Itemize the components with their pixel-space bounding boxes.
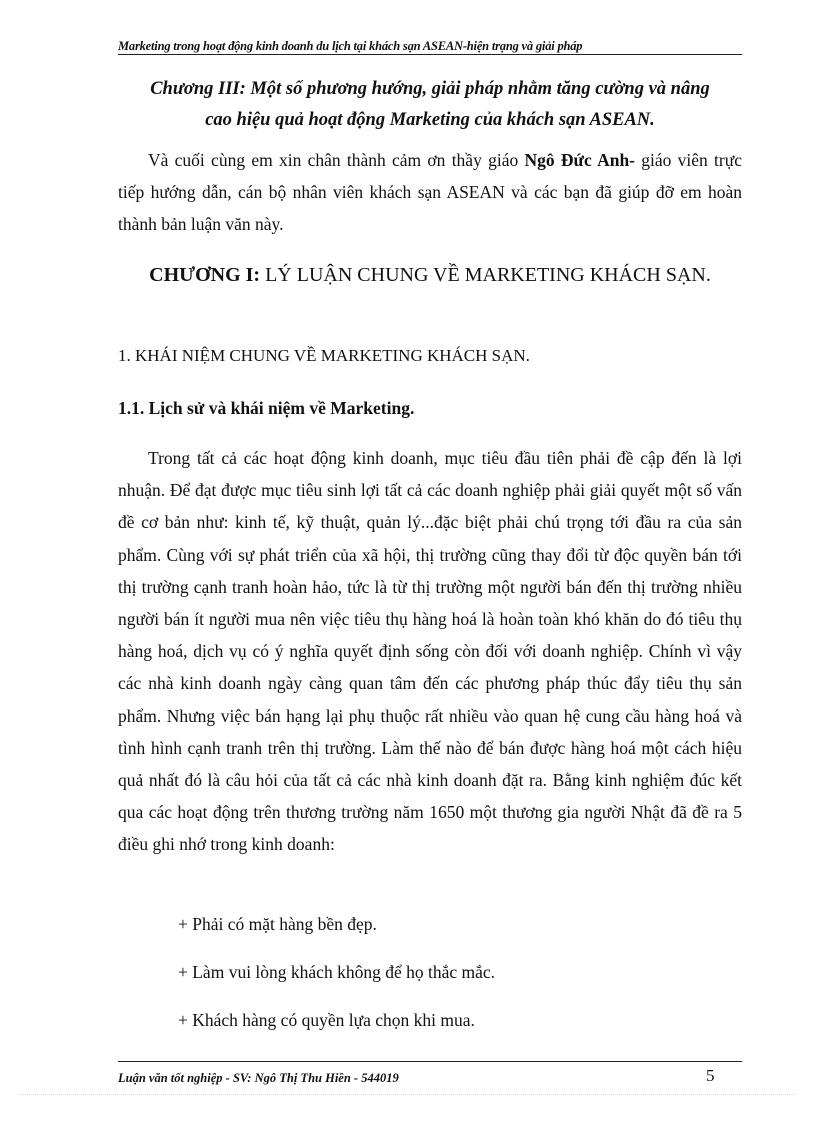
chapter-one-heading: [118, 256, 742, 294]
footer-rule: [118, 1061, 742, 1062]
list-item: + Khách hàng có quyền lựa chọn khi mua.: [178, 1010, 475, 1030]
acknowledgement-paragraph: [118, 144, 742, 240]
list-item: + Làm vui lòng khách không để họ thắc mắc.: [178, 962, 496, 982]
footer-text: Luận văn tốt nghiệp - SV: Ngô Thị Thu Hiền - 544019: [118, 1071, 399, 1085]
acknowledgement-before: Và cuối cùng em xin chân thành cảm ơn thầy giáo: [148, 150, 525, 170]
section-1-1-heading: 1.1. Lịch sử và khái niệm về Marketing.: [118, 398, 415, 418]
chapter-one-title: LÝ LUẬN CHUNG VỀ MARKETING KHÁCH SẠN.: [260, 264, 711, 286]
chapter-three-line-2: cao hiệu quả hoạt động Marketing của khách sạn ASEAN.: [205, 110, 655, 130]
main-paragraph-text: Trong tất cả các hoạt động kinh doanh, mục tiêu đầu tiên phải đề cập đến là lợi nhuận. Để đạt được mục tiêu sinh lợi tất cả các doanh nghiệp phải giải quyết một số vấn đề cơ bản như: kinh tế, kỹ thuật, quản lý...đặc biệt phải chú trọng tới đầu ra của sản phẩm. Cùng với sự phát triển của xã hội, thị trường cũng thay đổi từ độc quyền bán tới thị trường cạnh tranh hoàn hảo, tức là từ thị trường một người bán đến thị trường nhiều người bán ít người mua nên việc tiêu thụ hàng hoá là hoàn toàn khó khăn do đó tiêu thụ hàng hoá, dịch vụ có ý nghĩa quyết định sống còn đối với doanh nghiệp. Chính vì vậy các nhà kinh doanh ngày càng quan tâm đến các phương pháp thúc đẩy tiêu thụ sản phẩm. Nhưng việc bán hạng lại phụ thuộc rất nhiều vào quan hệ cung cầu hàng hoá và tình hình cạnh tranh trên thị trường. Làm thế nào để bán được hàng hoá một cách hiệu quả nhất đó là câu hỏi của tất cả các nhà kinh doanh đặt ra. Bằng kinh nghiệm đúc kết qua các hoạt động trên thương trường năm 1650 một thương gia người Nhật đã đề ra 5 điều ghi nhớ trong kinh doanh:: [118, 448, 742, 855]
acknowledgement-after: giáo viên trực tiếp hướng dẫn, cán bộ nhân viên khách sạn ASEAN và các bạn đã giúp đỡ em hoàn thành bản luận văn này.: [118, 150, 742, 234]
chapter-three-line-1: Chương III: Một số phương hướng, giải pháp nhằm tăng cường và nâng: [150, 79, 710, 99]
acknowledgement-text: [118, 144, 742, 240]
rules-list: [178, 910, 738, 1054]
header-rule: [118, 54, 742, 55]
supervisor-name: Ngô Đức Anh-: [524, 150, 636, 170]
page-edge-divider: [20, 1094, 796, 1095]
chapter-one-lead: CHƯƠNG I:: [149, 264, 261, 286]
running-header: Marketing trong hoạt động kinh doanh du lịch tại khách sạn ASEAN-hiện trạng và giải pháp: [118, 39, 583, 53]
list-item: + Phải có mặt hàng bền đẹp.: [178, 914, 377, 934]
page-number: 5: [706, 1066, 715, 1085]
chapter-three-heading: [118, 74, 742, 136]
section-1-heading: 1. KHÁI NIỆM CHUNG VỀ MARKETING KHÁCH SẠN.: [118, 346, 530, 365]
main-paragraph: [118, 442, 742, 861]
